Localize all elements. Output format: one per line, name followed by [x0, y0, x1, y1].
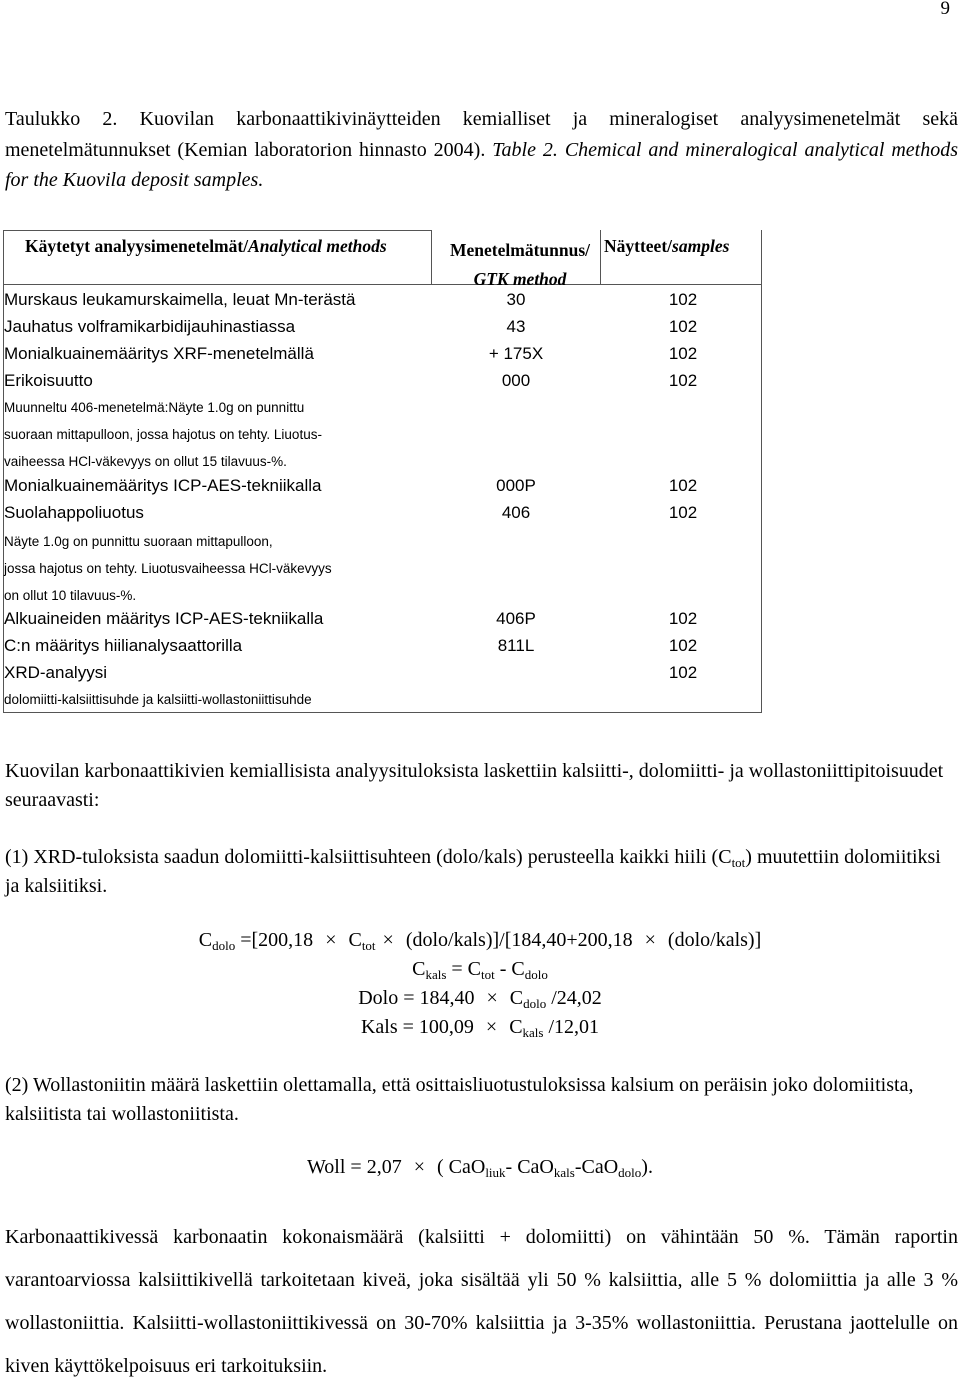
formula-woll: Woll = 2,07 × ( CaO$_{liuk}$- CaO$_{kals}$-CaO$_{dolo}$). [307, 1156, 653, 1180]
header-top-line [3, 230, 431, 231]
step-2-paragraph: (2) Wollastoniitin määrä laskettiin olettamalla, että osittaisliuotustuloksissa kalsium on peräisin joko dolomiitista, kalsiitista tai wollastoniitista. [5, 1074, 914, 1125]
table-caption [5, 104, 958, 196]
intro-paragraph: Kuovilan karbonaattikivien kemiallisista analyysituloksista laskettiin kalsiitti-, dolomiitti- ja wollastoniittipitoisuudet seuraavasti: [5, 760, 944, 811]
header-bottom-line [4, 284, 761, 285]
step-1-paragraph: (1) XRD-tuloksista saadun dolomiitti-kalsiittisuhteen (dolo/kals) perusteella kaikki hiili $(C_{tot})$ muutettiin dolomiitiksi ja kalsiitiksi. [5, 846, 941, 897]
header-method-code: Menetelmätunnus/ GTK method [450, 240, 590, 289]
formula-c-dolo: $C_{dolo} =[200,18 \times C_{tot}$ × (dolo/kals)]/[184,40+200,18 × (dolo/kals)] [198, 929, 762, 953]
caption-english: Table 2. Chemical and mineralogical analytical methods for the Kuovila deposit samples. [5, 138, 959, 191]
caption-finnish: Taulukko 2. Kuovilan karbonaattikivinäytteiden kemialliset ja mineralogiset analyysimenetelmät sekä menetelmätunnukset (Kemian laboratorion hinnasto 2004). [5, 108, 958, 161]
times-symbol: × [413, 1156, 425, 1178]
page-number: 9 [940, 0, 950, 19]
times-symbol: × [325, 929, 337, 951]
header-samples: Näytteet/samples [604, 236, 730, 256]
header-divider-1 [431, 230, 432, 284]
times-symbol: × [382, 929, 394, 951]
header-methods: Käytetyt analyysimenetelmät/Analytical methods [25, 236, 387, 256]
methods-table: Käytetyt analyysimenetelmät/Analytical methods Menetelmätunnus/ GTK method Näytteet/samples Murskaus leukamurskaimella, leuat Mn-terästä 30 102 Jauhatus volframikarbidijauhinastiassa 43 102 Monialkuainemääritys XRF-menetelmällä + 175X 102 Erikoisuutto 000 102 Muunneltu 406-menetelmä:Näyte 1.0g on punnittu suoraan mittapulloon, jossa hajotus on tehty. Liuotus- vaiheessa HCl-väkevyys on ollut 15 tilavuus-%. Monialkuainemääritys ICP-AES-tekniikalla 000P 102 Suolahappoliuotus 406 102 Näyte 1.0g on punnittu suoraan mittapulloon, jossa hajotus on tehty. Liuotusvaiheessa HCl-väkevyys on ollut 10 tilavuus-%. Alkuaineiden määritys ICP-AES-tekniikalla 406P 102 C:n määritys hiilianalysaattorilla 811L 102 XRD-analyysi 102 dolomiitti-kalsiittisuhde ja kalsiitti-wollastoniittisuhde [3, 230, 762, 713]
formula-dolo: Dolo = $184,40 \times C_{dolo}$ /24,02 [358, 987, 602, 1011]
formula-kals: Kals = $100,09 \times C_{kals}$ /12,01 [360, 1016, 600, 1040]
times-symbol: × [485, 1016, 498, 1038]
times-symbol: × [486, 987, 498, 1009]
times-symbol: × [644, 929, 656, 951]
formula-c-kals: $C_{kals} = C_{tot} - C_{dolo}$ [412, 958, 548, 982]
closing-paragraph: Karbonaattikivessä karbonaatin kokonaismäärä (kalsiitti + dolomiitti) on vähintään 50 %. Tämän raportin varantoarviossa kalsiittikivellä tarkoitetaan kiveä, joka sisältää yli 50 % kalsiittia, alle 5 % dolomiittia ja alle 3 % wollastoniittia. Kalsiitti-wollastoniittikivessä on 30-70% kalsiittia ja 3-35% wollastoniittia. Perustana jaottelulle on kiven käyttökelpoisuus eri tarkoituksiin. [5, 1226, 958, 1377]
